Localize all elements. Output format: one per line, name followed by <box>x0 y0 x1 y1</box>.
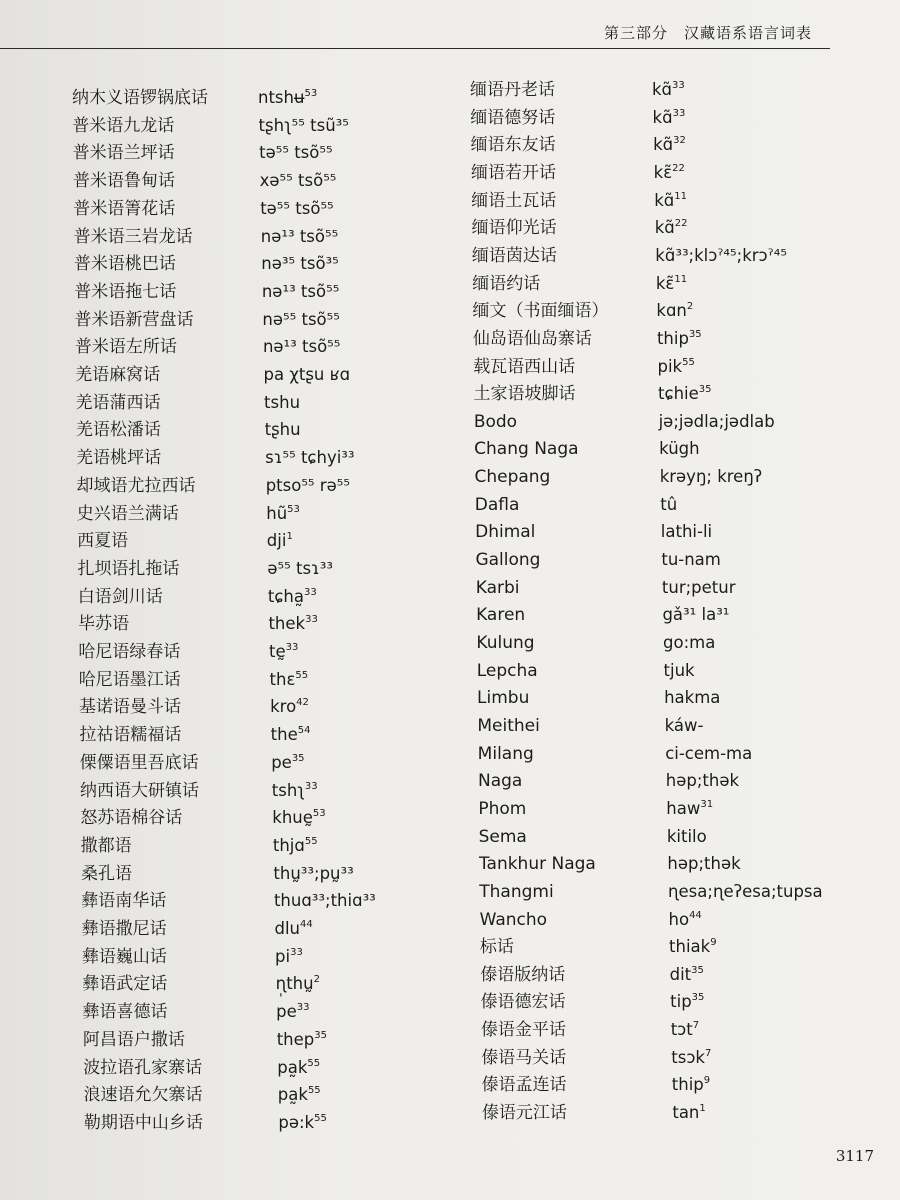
transcription: thṵ³³;pṵ³³ <box>273 863 354 883</box>
word-form <box>653 108 686 128</box>
language-name: Limbu <box>477 688 530 709</box>
word-form <box>658 357 695 377</box>
transcription: krəyŋ; kreŋʔ <box>659 467 763 487</box>
language-name: 彝语喜德话 <box>82 1002 168 1023</box>
language-name: Phom <box>478 798 527 819</box>
word-form <box>656 301 693 321</box>
word-form <box>264 393 300 413</box>
word-form <box>259 116 349 136</box>
transcription: tshu <box>264 392 301 412</box>
language-name: Milang <box>477 743 534 764</box>
transcription: tɔt <box>670 1020 693 1040</box>
tone-superscript: 55 <box>682 356 695 368</box>
transcription: kɑ̃ <box>654 190 675 210</box>
language-name: 撒都语 <box>80 835 132 856</box>
word-form <box>667 827 707 847</box>
language-name: 傣语马关话 <box>481 1047 567 1068</box>
word-form <box>656 274 687 294</box>
transcription: thek <box>268 614 306 634</box>
language-name: 史兴语兰满话 <box>76 503 179 524</box>
language-name: 缅语土瓦话 <box>471 190 557 211</box>
transcription: ho <box>668 909 690 929</box>
tone-superscript: 9 <box>703 1075 711 1087</box>
word-form <box>278 1113 326 1133</box>
transcription: tur;petur <box>661 577 736 597</box>
language-name: Chepang <box>474 467 551 488</box>
transcription: kitilo <box>666 826 707 846</box>
transcription: kügh <box>659 439 700 459</box>
language-name: 普米语新营盘话 <box>74 309 194 330</box>
language-name: 毕苏语 <box>78 614 130 635</box>
transcription: thip <box>671 1075 704 1095</box>
transcription: pa̰k <box>277 1085 308 1105</box>
tone-superscript: 35 <box>691 992 705 1004</box>
transcription: kɑ̃ <box>654 218 675 238</box>
tone-superscript: 44 <box>300 919 313 930</box>
word-form <box>672 1103 705 1123</box>
transcription: ɳesa;ɳeʔesa;tupsa <box>667 881 823 901</box>
language-name: 普米语箐花话 <box>73 198 176 219</box>
language-name: 缅语茵达话 <box>471 245 557 266</box>
word-form <box>277 1030 327 1050</box>
word-form <box>261 227 338 247</box>
transcription: tə⁵⁵ tsõ⁵⁵ <box>259 143 333 163</box>
tone-superscript: 33 <box>304 586 317 598</box>
tone-superscript: 7 <box>692 1020 700 1032</box>
word-form <box>652 80 685 100</box>
language-name: Kulung <box>476 633 535 653</box>
transcription: tip <box>670 992 692 1012</box>
word-form <box>672 1075 710 1095</box>
language-name: 傣语金平话 <box>480 1020 566 1041</box>
transcription: pə:k <box>278 1112 315 1132</box>
language-name: 哈尼语绿春话 <box>78 642 181 662</box>
language-name: 纳木义语锣锅底话 <box>72 88 208 108</box>
transcription: thuɑ³³;thiɑ³³ <box>273 891 376 911</box>
language-name: 土家语坡脚话 <box>473 384 576 405</box>
language-name: Wancho <box>479 909 548 930</box>
transcription: hũ <box>266 503 288 523</box>
word-form <box>276 1002 309 1022</box>
transcription: həp;thək <box>667 854 741 874</box>
transcription: pik <box>657 356 683 376</box>
word-form <box>670 965 704 985</box>
transcription: tu-nam <box>661 550 721 570</box>
header-title: 汉藏语系语言词表 <box>683 24 812 42</box>
word-form <box>268 587 317 607</box>
word-form <box>263 337 340 357</box>
word-form <box>265 448 354 468</box>
tone-superscript: 2 <box>313 974 320 986</box>
language-name: 怒苏语棉谷话 <box>80 808 183 829</box>
tone-superscript: 7 <box>704 1047 712 1059</box>
word-form <box>275 947 303 967</box>
word-form <box>265 420 301 440</box>
tone-superscript: 31 <box>700 798 714 810</box>
word-form <box>660 467 763 487</box>
tone-superscript: 22 <box>674 218 688 230</box>
transcription: thip <box>656 328 689 348</box>
word-form <box>267 559 333 579</box>
language-name: 普米语左所话 <box>74 337 177 358</box>
transcription: nə¹³ tsõ⁵⁵ <box>262 337 341 357</box>
transcription: káw- <box>664 715 704 735</box>
word-form <box>663 633 715 653</box>
language-name: 彝语巍山话 <box>81 946 167 967</box>
transcription: ɳ̩thṵ <box>275 974 314 994</box>
language-name: Naga <box>478 771 523 792</box>
word-form <box>271 725 311 745</box>
word-form <box>266 504 300 524</box>
word-form <box>659 439 699 459</box>
transcription: tʂhʅ⁵⁵ tsũ³⁵ <box>258 115 349 135</box>
word-form <box>664 661 695 681</box>
tone-superscript: 53 <box>312 808 326 820</box>
language-name: 羌语蒲西话 <box>75 392 161 413</box>
language-name: 拉祜语糯福话 <box>79 725 182 746</box>
tone-superscript: 55 <box>314 1112 327 1124</box>
tone-superscript: 55 <box>307 1057 321 1069</box>
language-name: 波拉语孔家寨话 <box>83 1057 203 1078</box>
transcription: xə⁵⁵ tsõ⁵⁵ <box>259 171 337 191</box>
word-form <box>662 605 729 625</box>
language-name: Chang Naga <box>474 439 579 460</box>
transcription: tsɔk <box>671 1047 705 1067</box>
transcription: lathi-li <box>660 522 713 542</box>
transcription: kɑ̃³³;klɔˀ⁴⁵;krɔˀ⁴⁵ <box>655 245 787 265</box>
language-name: 普米语鲁甸话 <box>72 171 175 192</box>
word-form <box>272 808 325 828</box>
language-name: 普米语桃巴话 <box>73 254 176 275</box>
word-form <box>657 329 702 349</box>
language-name: 西夏语 <box>77 531 129 552</box>
tone-superscript: 44 <box>689 909 702 921</box>
word-form <box>655 218 688 238</box>
word-form <box>653 135 686 155</box>
tone-superscript: 33 <box>285 642 299 653</box>
language-name: 勒期语中山乡话 <box>83 1112 203 1133</box>
transcription: kɑ̃ <box>652 107 673 127</box>
language-name: 缅语若开话 <box>470 162 556 183</box>
transcription: go:ma <box>663 633 716 652</box>
word-form <box>661 522 712 542</box>
transcription: ntshʉ <box>258 88 305 107</box>
language-name: Karen <box>476 605 526 626</box>
tone-superscript: 33 <box>672 80 685 91</box>
transcription: tʂhu <box>264 420 301 440</box>
language-name: 扎坝语扎拖话 <box>77 558 180 579</box>
word-form <box>262 282 339 302</box>
word-form <box>277 1058 320 1078</box>
transcription: kɛ̃ <box>655 273 675 293</box>
transcription: ci-cem-ma <box>665 743 753 763</box>
word-form <box>665 716 704 736</box>
tone-superscript: 35 <box>291 752 305 764</box>
word-form <box>260 199 334 219</box>
header-text <box>588 22 812 43</box>
transcription: hakma <box>664 688 721 708</box>
word-form <box>258 88 317 108</box>
word-form <box>668 882 823 902</box>
language-name: 仙岛语仙岛寨话 <box>472 328 592 349</box>
word-form <box>271 753 304 773</box>
transcription: thep <box>276 1029 315 1049</box>
transcription: tû <box>660 494 678 514</box>
language-name: 傣语孟连话 <box>481 1075 567 1096</box>
transcription: dji <box>266 531 287 551</box>
tone-superscript: 53 <box>304 88 318 99</box>
word-form <box>670 992 704 1012</box>
language-name: 缅语约话 <box>472 273 541 294</box>
transcription: ptso⁵⁵ rə⁵⁵ <box>265 475 350 495</box>
language-name: 傣语德宏话 <box>480 992 566 1013</box>
word-form <box>658 384 711 404</box>
transcription: kro <box>270 697 297 717</box>
language-name: 标话 <box>479 937 514 958</box>
word-form <box>660 495 677 515</box>
word-form <box>270 697 309 717</box>
word-form <box>669 937 717 957</box>
language-name: 羌语桃坪话 <box>76 448 162 469</box>
transcription: nə¹³ tsõ⁵⁵ <box>260 226 339 246</box>
transcription: dlu <box>274 919 301 938</box>
tone-superscript: 11 <box>674 273 688 285</box>
transcription: thjɑ <box>272 835 305 855</box>
tone-superscript: 33 <box>305 614 318 626</box>
language-name: 普米语拖七话 <box>74 281 177 302</box>
language-name: 彝语南华话 <box>81 891 167 912</box>
word-form <box>671 1020 699 1040</box>
word-form <box>662 578 736 598</box>
transcription: nə³⁵ tsõ³⁵ <box>261 254 339 274</box>
language-name: Dafla <box>474 494 520 515</box>
transcription: tə⁵⁵ tsõ⁵⁵ <box>260 198 334 218</box>
transcription: sɿ⁵⁵ tɕhyi³³ <box>265 448 355 468</box>
tone-superscript: 33 <box>296 1002 310 1014</box>
word-form <box>264 365 351 385</box>
word-form <box>259 143 333 163</box>
language-name: 桑孔语 <box>80 863 132 884</box>
transcription: ə⁵⁵ tsɿ³³ <box>267 558 334 578</box>
tone-superscript: 22 <box>672 162 685 174</box>
transcription: thiak <box>669 937 711 957</box>
word-form <box>273 864 353 884</box>
transcription: kɑ̃ <box>652 80 673 99</box>
transcription: pi <box>275 946 291 966</box>
language-name: 浪速语允欠寨话 <box>83 1085 203 1106</box>
word-form <box>262 310 339 330</box>
tone-superscript: 54 <box>297 725 311 737</box>
word-form <box>667 854 740 874</box>
language-name: 却域语尤拉西话 <box>76 475 196 496</box>
transcription: tḛ <box>269 642 286 661</box>
tone-superscript: 55 <box>295 669 309 681</box>
language-name: 白语剑川话 <box>77 586 163 607</box>
word-form <box>274 891 376 911</box>
language-name: Tankhur Naga <box>478 854 596 875</box>
language-name: 羌语松潘话 <box>75 420 161 441</box>
tone-superscript: 2 <box>686 301 694 313</box>
word-form <box>269 642 298 662</box>
tone-superscript: 35 <box>691 964 704 976</box>
language-name: 阿昌语户撒话 <box>82 1029 185 1050</box>
word-form <box>278 1085 321 1105</box>
word-form <box>273 836 318 856</box>
tone-superscript: 9 <box>710 937 717 949</box>
word-form <box>267 531 293 551</box>
word-form <box>669 910 702 930</box>
header-part: 第三部分 <box>603 24 668 42</box>
word-form <box>666 771 739 791</box>
tone-superscript: 35 <box>688 328 702 340</box>
language-name: 缅文（书面缅语） <box>472 301 609 322</box>
word-form <box>270 670 309 690</box>
transcription: nə¹³ tsõ⁵⁵ <box>261 281 340 301</box>
transcription: the <box>270 725 298 745</box>
transcription: nə⁵⁵ tsõ⁵⁵ <box>262 309 340 329</box>
language-name: 纳西语大研镇话 <box>80 780 199 801</box>
language-name: Sema <box>478 826 527 847</box>
running-header <box>0 14 830 49</box>
language-name: 哈尼语墨江话 <box>78 669 181 690</box>
word-form <box>266 476 350 496</box>
language-name: 普米语三岩龙话 <box>73 226 193 247</box>
word-form <box>659 412 775 432</box>
tone-superscript: 33 <box>304 780 318 792</box>
word-form <box>661 550 721 570</box>
tone-superscript: 1 <box>286 531 293 543</box>
transcription: tɕha̰ <box>267 586 305 606</box>
tone-superscript: 32 <box>673 135 686 147</box>
language-name: Bodo <box>473 411 518 432</box>
language-name: Karbi <box>475 577 520 598</box>
transcription: khuḛ <box>272 808 313 828</box>
word-form <box>654 191 687 211</box>
transcription: tjuk <box>663 660 695 680</box>
word-form <box>276 974 320 994</box>
language-name: 缅语丹老话 <box>470 80 555 100</box>
tone-superscript: 33 <box>290 946 303 958</box>
language-name: Lepcha <box>476 660 538 681</box>
page-number: 3117 <box>835 1147 874 1165</box>
transcription: pa̰k <box>277 1057 308 1077</box>
language-name: 载瓦语西山话 <box>473 356 576 377</box>
language-name: 缅语仰光话 <box>471 218 557 239</box>
language-name: 缅语德努话 <box>470 107 556 128</box>
transcription: kɑn <box>656 301 687 321</box>
transcription: thɛ <box>269 669 296 689</box>
tone-superscript: 55 <box>307 1085 321 1097</box>
transcription: haw <box>666 798 701 818</box>
language-name: 普米语九龙话 <box>72 115 175 136</box>
tone-superscript: 53 <box>287 503 300 515</box>
word-form <box>272 781 318 801</box>
tone-superscript: 42 <box>296 697 309 709</box>
tone-superscript: 1 <box>699 1103 706 1115</box>
word-form <box>655 246 787 266</box>
tone-superscript: 55 <box>304 835 318 847</box>
word-form <box>275 919 313 939</box>
language-name: Dhimal <box>475 522 536 543</box>
tone-superscript: 33 <box>672 107 686 119</box>
language-name: 傈僳语里吾底话 <box>79 752 199 773</box>
language-name: Thangmi <box>479 881 554 902</box>
language-name: Meithei <box>477 715 540 736</box>
transcription: tan <box>672 1103 700 1123</box>
language-name: 基诺语曼斗话 <box>79 697 182 718</box>
transcription: jə;jədla;jədlab <box>658 411 775 431</box>
language-name: Gallong <box>475 550 541 571</box>
language-name: 缅语东友话 <box>470 135 556 156</box>
tone-superscript: 11 <box>674 190 687 202</box>
transcription: həp;thək <box>665 771 740 791</box>
word-form <box>671 1048 711 1068</box>
transcription: tɕhie <box>658 384 699 404</box>
word-form <box>260 171 337 191</box>
language-name: 彝语武定话 <box>82 974 168 995</box>
transcription: tshʅ <box>271 780 305 800</box>
language-name: 羌语麻窝话 <box>75 365 161 385</box>
word-form <box>261 254 338 274</box>
transcription: kɑ̃ <box>653 135 674 155</box>
language-name: 彝语撒尼话 <box>81 919 167 939</box>
transcription: dit <box>669 964 692 984</box>
word-form <box>268 614 317 634</box>
word-form <box>666 799 713 819</box>
transcription: pe <box>276 1002 297 1022</box>
tone-superscript: 35 <box>314 1029 327 1041</box>
transcription: kɛ̃ <box>653 162 673 182</box>
transcription: gǎ³¹ la³¹ <box>662 605 730 625</box>
language-name: 傣语版纳话 <box>480 964 566 985</box>
transcription: pe <box>271 752 292 772</box>
word-form <box>654 163 685 183</box>
word-form <box>664 688 720 708</box>
transcription: pa χtʂu ʁɑ <box>263 365 351 384</box>
language-name: 普米语兰坪话 <box>72 143 175 164</box>
language-name: 傣语元江话 <box>481 1103 567 1124</box>
tone-superscript: 35 <box>698 384 712 396</box>
word-form <box>665 744 752 764</box>
